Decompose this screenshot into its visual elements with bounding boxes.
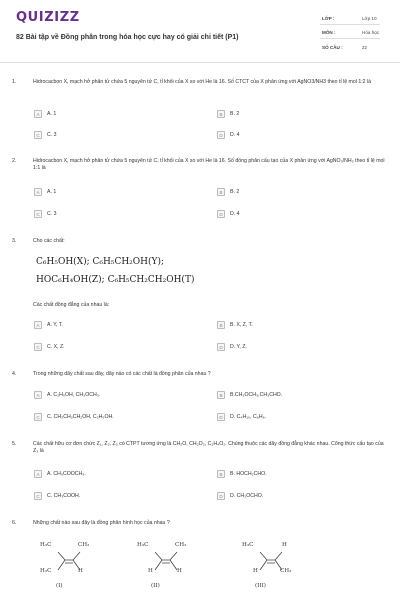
substituent-bottom-right: CH₃ [280, 568, 292, 574]
answer-option[interactable] [217, 492, 387, 502]
answer-option[interactable] [217, 343, 387, 353]
answer-option[interactable] [34, 188, 204, 198]
class-value: Lớp 10 [362, 16, 377, 21]
answer-option[interactable] [34, 391, 204, 401]
option-text: D. 4 [230, 211, 240, 217]
option-letter-box: C [34, 210, 42, 218]
subject-label: MÔN : [322, 30, 336, 35]
answer-option[interactable] [34, 210, 204, 220]
option-letter-box: C [34, 131, 42, 139]
option-text: C. 3 [47, 132, 57, 138]
substituent-top-right: CH₃ [175, 542, 187, 548]
option-text: B. X, Z, T. [230, 322, 253, 328]
option-text: D. C₄H₁₀, C₆H₆. [230, 414, 267, 420]
answer-option[interactable] [217, 188, 387, 198]
option-letter-box: B [217, 321, 225, 329]
formula-line: HOC₆H₄OH(Z); C₆H₅CH₂CH₂OH(T) [36, 275, 195, 285]
substituent-top-left: H₃C [137, 542, 149, 548]
option-letter-box: B [217, 470, 225, 478]
option-letter-box: C [34, 492, 42, 500]
option-text: B. HOCH₂CHO. [230, 471, 267, 477]
count-value: 22 [362, 45, 368, 50]
answer-option[interactable] [34, 131, 204, 141]
substituent-bottom-right: H [177, 568, 182, 574]
structure-bonds [240, 540, 310, 598]
subject-value: Hóa học [362, 30, 380, 35]
substituent-bottom-left: H [253, 568, 258, 574]
option-text: A. 1 [47, 189, 57, 195]
option-text: D. 4 [230, 132, 240, 138]
question-number: 1. [12, 79, 17, 85]
option-text: A. C₂H₅OH, CH₃OCH₃. [47, 392, 101, 398]
class-label: LỚP : [322, 16, 335, 21]
option-text: D. CH₃OCHO. [230, 493, 264, 499]
option-letter-box: D [217, 492, 225, 500]
meta-divider [320, 38, 380, 39]
option-text: B.CH₃OCH₃,CH₃CHO. [230, 392, 283, 398]
count-label: SỐ CÂU : [322, 45, 343, 50]
option-letter-box: B [217, 110, 225, 118]
option-letter-box: B [217, 188, 225, 196]
quizizz-logo: QUIZIZZ [16, 10, 80, 25]
substituent-top-right: CH₃ [78, 542, 90, 548]
option-text: A. CH₃COOCH₃. [47, 471, 86, 477]
substituent-bottom-left: H₃C [40, 568, 52, 574]
alkene-structure [135, 540, 205, 598]
meta-divider [320, 24, 380, 25]
option-letter-box: A [34, 391, 42, 399]
substituent-bottom-left: H [148, 568, 153, 574]
option-text: D. Y, Z. [230, 344, 247, 350]
option-letter-box: C [34, 413, 42, 421]
substituent-top-left: H₃C [242, 542, 254, 548]
question-text: Hidrocacbon X, mạch hở phân tử chứa 5 nguyên tử C, tỉ khối của X so với He là 16. Số CTCT của X phản ứng với AgNO3/NH3 theo tỉ lệ mol 1:2 là [33, 79, 372, 85]
question-text: Cho các chất: [33, 238, 65, 244]
option-text: A. 1 [47, 111, 57, 117]
option-letter-box: A [34, 110, 42, 118]
answer-option[interactable] [34, 413, 204, 423]
header-divider [0, 62, 400, 63]
question-text: Trong những dãy chất sau đây, dãy nào có các chất là đồng phân của nhau ? [33, 371, 211, 377]
option-text: C. 3 [47, 211, 57, 217]
answer-option[interactable] [217, 413, 387, 423]
option-letter-box: D [217, 343, 225, 351]
option-text: C. CH₃COOH. [47, 493, 81, 499]
answer-option[interactable] [217, 110, 387, 120]
option-letter-box: A [34, 188, 42, 196]
answer-option[interactable] [34, 321, 204, 331]
substituent-top-left: H₃C [40, 542, 52, 548]
option-letter-box: D [217, 413, 225, 421]
question-text: Những chất nào sau đây là đồng phân hình học của nhau ? [33, 520, 170, 526]
question-number: 6. [12, 520, 17, 526]
question-text: Các chất hữu cơ đơn chức Z₁, Z₂, Z₃ có CTPT tương ứng là CH₂O, CH₂O₂, C₂H₄O₂. Chúng thuộc các dãy đồng đẳng khác nhau. Công thức cấu tạo của Z₃ là [33, 441, 384, 455]
option-letter-box: D [217, 210, 225, 218]
alkene-structure [240, 540, 310, 598]
answer-option[interactable] [34, 110, 204, 120]
answer-option[interactable] [217, 470, 387, 480]
question-text: Hidrocacbon X, mạch hở phân tử chứa 5 nguyên tử C, tỉ khối của X so với He là 16. Số đồng phân cấu tạo của X phản ứng với AgNO₃/NH₃ theo tỉ lệ mol 1:1 là [33, 158, 385, 172]
answer-option[interactable] [217, 321, 387, 331]
substituent-bottom-right: H [78, 568, 83, 574]
question-number: 2. [12, 158, 17, 164]
page-title: 82 Bài tập về Đồng phân trong hóa học cực hay có giải chi tiết (P1) [16, 34, 239, 41]
structure-label: (II) [151, 583, 160, 589]
answer-option[interactable] [217, 391, 387, 401]
structure-label: (III) [255, 583, 266, 589]
option-letter-box: A [34, 470, 42, 478]
option-letter-box: A [34, 321, 42, 329]
answer-option[interactable] [217, 131, 387, 141]
answer-option[interactable] [34, 470, 204, 480]
option-letter-box: B [217, 391, 225, 399]
question-subtext: Các chất đồng đẳng của nhau là: [33, 302, 110, 308]
option-letter-box: D [217, 131, 225, 139]
question-number: 4. [12, 371, 17, 377]
worksheet-header [0, 0, 400, 62]
question-number: 3. [12, 238, 17, 244]
option-text: B. 2 [230, 111, 240, 117]
option-letter-box: C [34, 343, 42, 351]
option-text: C. CH₃CH₂CH₂OH, C₂H₅OH. [47, 414, 114, 420]
question-number: 5. [12, 441, 17, 447]
answer-option[interactable] [217, 210, 387, 220]
answer-option[interactable] [34, 492, 204, 502]
structure-bonds [135, 540, 205, 598]
alkene-structure [38, 540, 108, 598]
formula-line: C₆H₅OH(X); C₆H₅CH₂OH(Y); [36, 257, 165, 267]
option-text: A. Y, T. [47, 322, 63, 328]
answer-option[interactable] [34, 343, 204, 353]
option-text: B. 2 [230, 189, 240, 195]
substituent-top-right: H [282, 542, 287, 548]
structure-label: (I) [56, 583, 63, 589]
option-text: C. X, Z. [47, 344, 65, 350]
